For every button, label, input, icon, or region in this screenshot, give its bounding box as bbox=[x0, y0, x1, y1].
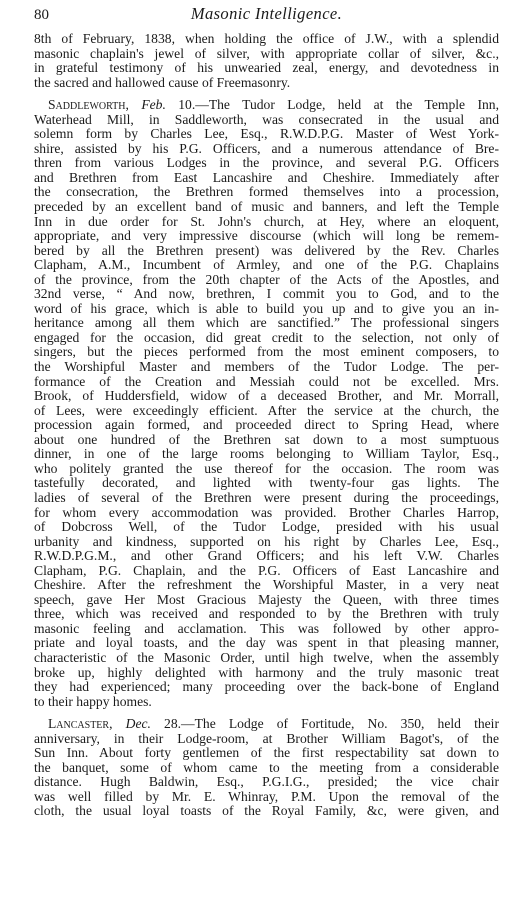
text-line bbox=[34, 316, 499, 331]
text-line bbox=[34, 491, 499, 506]
text-line bbox=[34, 273, 499, 288]
text-line bbox=[34, 520, 499, 535]
line-text: heritance among all them which are sanctified.” The professional singers bbox=[34, 315, 499, 331]
line-text: 32nd verse, “ And now, brethren, I commit you to God, and to the bbox=[34, 286, 499, 302]
text-line bbox=[34, 775, 499, 790]
line-text: anniversary, in their Lodge-room, at Brother William Bagot's, of the bbox=[34, 730, 499, 746]
place-heading: Lancaster, bbox=[48, 716, 113, 732]
line-text: 8th of February, 1838, when holding the office of J.W., with a splendid bbox=[34, 31, 499, 46]
text-line bbox=[34, 593, 499, 608]
date-month: Dec. bbox=[125, 716, 151, 732]
line-text: Clapham, P.G. Chaplain, and the P.G. Officers of East Lancashire and bbox=[34, 562, 499, 578]
line-text: and Brethren from East Lancashire and Cheshire. Immediately after bbox=[34, 169, 499, 185]
text-line bbox=[34, 549, 499, 564]
line-text: singers, but the pieces performed from the most eminent composers, to bbox=[34, 344, 499, 360]
line-text: 10.—The Tudor Lodge, held at the Temple Inn, bbox=[165, 97, 499, 113]
text-line bbox=[34, 447, 499, 462]
text-line bbox=[34, 462, 499, 477]
line-text: formance of the Creation and Messiah could not be excelled. Mrs. bbox=[34, 373, 499, 389]
document-page bbox=[34, 6, 499, 819]
text-line bbox=[34, 215, 499, 230]
text-line bbox=[34, 790, 499, 805]
text-line bbox=[34, 61, 499, 76]
text-line bbox=[34, 32, 499, 47]
line-text: of Dobcross Well, of the Tudor Lodge, presided with his usual bbox=[34, 519, 499, 535]
text-line bbox=[34, 695, 499, 710]
text-line bbox=[34, 433, 499, 448]
line-text: 28.—The Lodge of Fortitude, No. 350, held their bbox=[150, 716, 499, 732]
body-text bbox=[34, 32, 499, 819]
place-heading: Saddleworth, bbox=[48, 97, 129, 113]
text-line bbox=[34, 375, 499, 390]
line-text: appropriate, and very impressive discourse (which will long be remem- bbox=[34, 228, 499, 244]
line-text: procession again formed, and proceeded direct to Spring Head, where bbox=[34, 417, 499, 433]
line-text: priate and loyal toasts, and the day was spent in that pleasing manner, bbox=[34, 635, 499, 651]
line-text: word of his grace, which is able to build you up and to give you an in- bbox=[34, 300, 499, 316]
line-text: masonic feeling and acclamation. This was followed by other appro- bbox=[34, 620, 499, 636]
line-text: preceded by an excellent band of music and banners, and left the Temple bbox=[34, 199, 499, 215]
text-line bbox=[34, 535, 499, 550]
paragraph-p1 bbox=[34, 32, 499, 90]
text-line bbox=[34, 127, 499, 142]
line-text: in grateful testimony of his unwearied zeal, energy, and devotedness in bbox=[34, 60, 499, 76]
line-text: tastefully decorated, and lighted with twenty-four gas lights. The bbox=[34, 475, 499, 491]
text-line bbox=[34, 717, 499, 732]
line-text: they had experienced; many proceeding over the back-bone of England bbox=[34, 679, 499, 695]
line-text: to their happy homes. bbox=[34, 693, 152, 709]
line-text: bered by all the Brethren present) was delivered by the Rev. Charles bbox=[34, 242, 499, 258]
page-header bbox=[34, 6, 499, 32]
line-text: solemn form by Charles Lee, Esq., R.W.D.P.G. Master of West York- bbox=[34, 126, 499, 142]
text-line bbox=[34, 506, 499, 521]
line-text: Brook, of Huddersfield, widow of a deceased Brother, and Mr. Morrall, bbox=[34, 388, 499, 404]
line-text: the consecration, the Brethren formed themselves into a procession, bbox=[34, 184, 499, 200]
line-text: dinner, in one of the large rooms belonging to William Taylor, Esq., bbox=[34, 446, 499, 462]
line-text: speech, gave Her Most Gracious Majesty the Queen, with three times bbox=[34, 591, 499, 607]
line-text: thren from various Lodges in the province, and several P.G. Officers bbox=[34, 155, 499, 171]
line-text: cloth, the usual loyal toasts of the Royal Family, &c, were given, and bbox=[34, 803, 499, 819]
line-text: R.W.D.P.G.M., and other Grand Officers; and his left V.W. Charles bbox=[34, 548, 499, 564]
text-line bbox=[34, 564, 499, 579]
text-line bbox=[34, 636, 499, 651]
text-line bbox=[34, 404, 499, 419]
text-line bbox=[34, 418, 499, 433]
text-line bbox=[34, 746, 499, 761]
paragraph-p3 bbox=[34, 717, 499, 819]
text-line bbox=[34, 156, 499, 171]
line-text: the banquet, some of whom came to the meeting from a considerable bbox=[34, 759, 499, 775]
date-month: Feb. bbox=[141, 97, 166, 113]
text-line bbox=[34, 345, 499, 360]
line-text: masonic chaplain's jewel of silver, with appropriate collar of silver, &c., bbox=[34, 45, 499, 61]
line-text: the Worshipful Master and members of the Tudor Lodge. The per- bbox=[34, 359, 499, 375]
page-number: 80 bbox=[34, 7, 49, 23]
text-line bbox=[34, 607, 499, 622]
text-line bbox=[34, 804, 499, 819]
text-line bbox=[34, 98, 499, 113]
line-text: Waterhead Mill, in Saddleworth, was consecrated in the usual and bbox=[34, 111, 499, 127]
running-title: Masonic Intelligence. bbox=[190, 4, 343, 23]
line-text: ladies of several of the Brethren were present during the proceedings, bbox=[34, 489, 499, 505]
line-text: Inn in due order for St. John's church, at Hey, where an eloquent, bbox=[34, 213, 499, 229]
line-text: for whom every accommodation was provided. Brother Charles Harrop, bbox=[34, 504, 499, 520]
text-line bbox=[34, 761, 499, 776]
text-line bbox=[34, 47, 499, 62]
text-line bbox=[34, 244, 499, 259]
line-text: shire, assisted by his P.G. Officers, and a numerous attendance of Bre- bbox=[34, 140, 499, 156]
text-line bbox=[34, 476, 499, 491]
text-line bbox=[34, 578, 499, 593]
text-line bbox=[34, 229, 499, 244]
text-line bbox=[34, 171, 499, 186]
text-line bbox=[34, 200, 499, 215]
line-text: broke up, highly delighted with harmony and the truly masonic treat bbox=[34, 664, 499, 680]
text-line bbox=[34, 113, 499, 128]
line-text: was well filled by Mr. E. Whinray, P.M. Upon the removal of the bbox=[34, 788, 499, 804]
line-text: Clapham, A.M., Incumbent of Armley, and one of the P.G. Chaplains bbox=[34, 257, 499, 273]
line-text: three, which was received and responded to by the Brethren with truly bbox=[34, 606, 499, 622]
line-text: distance. Hugh Baldwin, Esq., P.G.I.G., presided; the vice chair bbox=[34, 774, 499, 790]
text-line bbox=[34, 622, 499, 637]
line-text: who politely granted the use thereof for the occasion. The room was bbox=[34, 460, 499, 476]
text-line bbox=[34, 331, 499, 346]
text-line bbox=[34, 258, 499, 273]
paragraph-p2 bbox=[34, 98, 499, 709]
line-text: Cheshire. After the refreshment the Worshipful Master, in a very neat bbox=[34, 577, 499, 593]
text-line bbox=[34, 142, 499, 157]
line-text: urbanity and kindness, supported on his right by Charles Lee, Esq., bbox=[34, 533, 499, 549]
text-line bbox=[34, 302, 499, 317]
text-line bbox=[34, 185, 499, 200]
text-line bbox=[34, 389, 499, 404]
text-line bbox=[34, 732, 499, 747]
line-text: of the province, from the 20th chapter of the Acts of the Apostles, and bbox=[34, 271, 499, 287]
text-line bbox=[34, 680, 499, 695]
line-text: Sun Inn. About forty gentlemen of the first respectability sat down to bbox=[34, 745, 499, 761]
text-line bbox=[34, 360, 499, 375]
text-line bbox=[34, 666, 499, 681]
line-text: about one hundred of the Brethren sat down to a most sumptuous bbox=[34, 431, 499, 447]
line-text: engaged for the occasion, did great credit to the selection, not only of bbox=[34, 329, 499, 345]
line-text: of Lees, were exceedingly efficient. After the service at the church, the bbox=[34, 402, 499, 418]
text-line bbox=[34, 76, 499, 91]
text-line bbox=[34, 651, 499, 666]
line-text: characteristic of the Masonic Order, until high twelve, when the assembly bbox=[34, 649, 499, 665]
text-line bbox=[34, 287, 499, 302]
line-text: the sacred and hallowed cause of Freemasonry. bbox=[34, 74, 291, 90]
